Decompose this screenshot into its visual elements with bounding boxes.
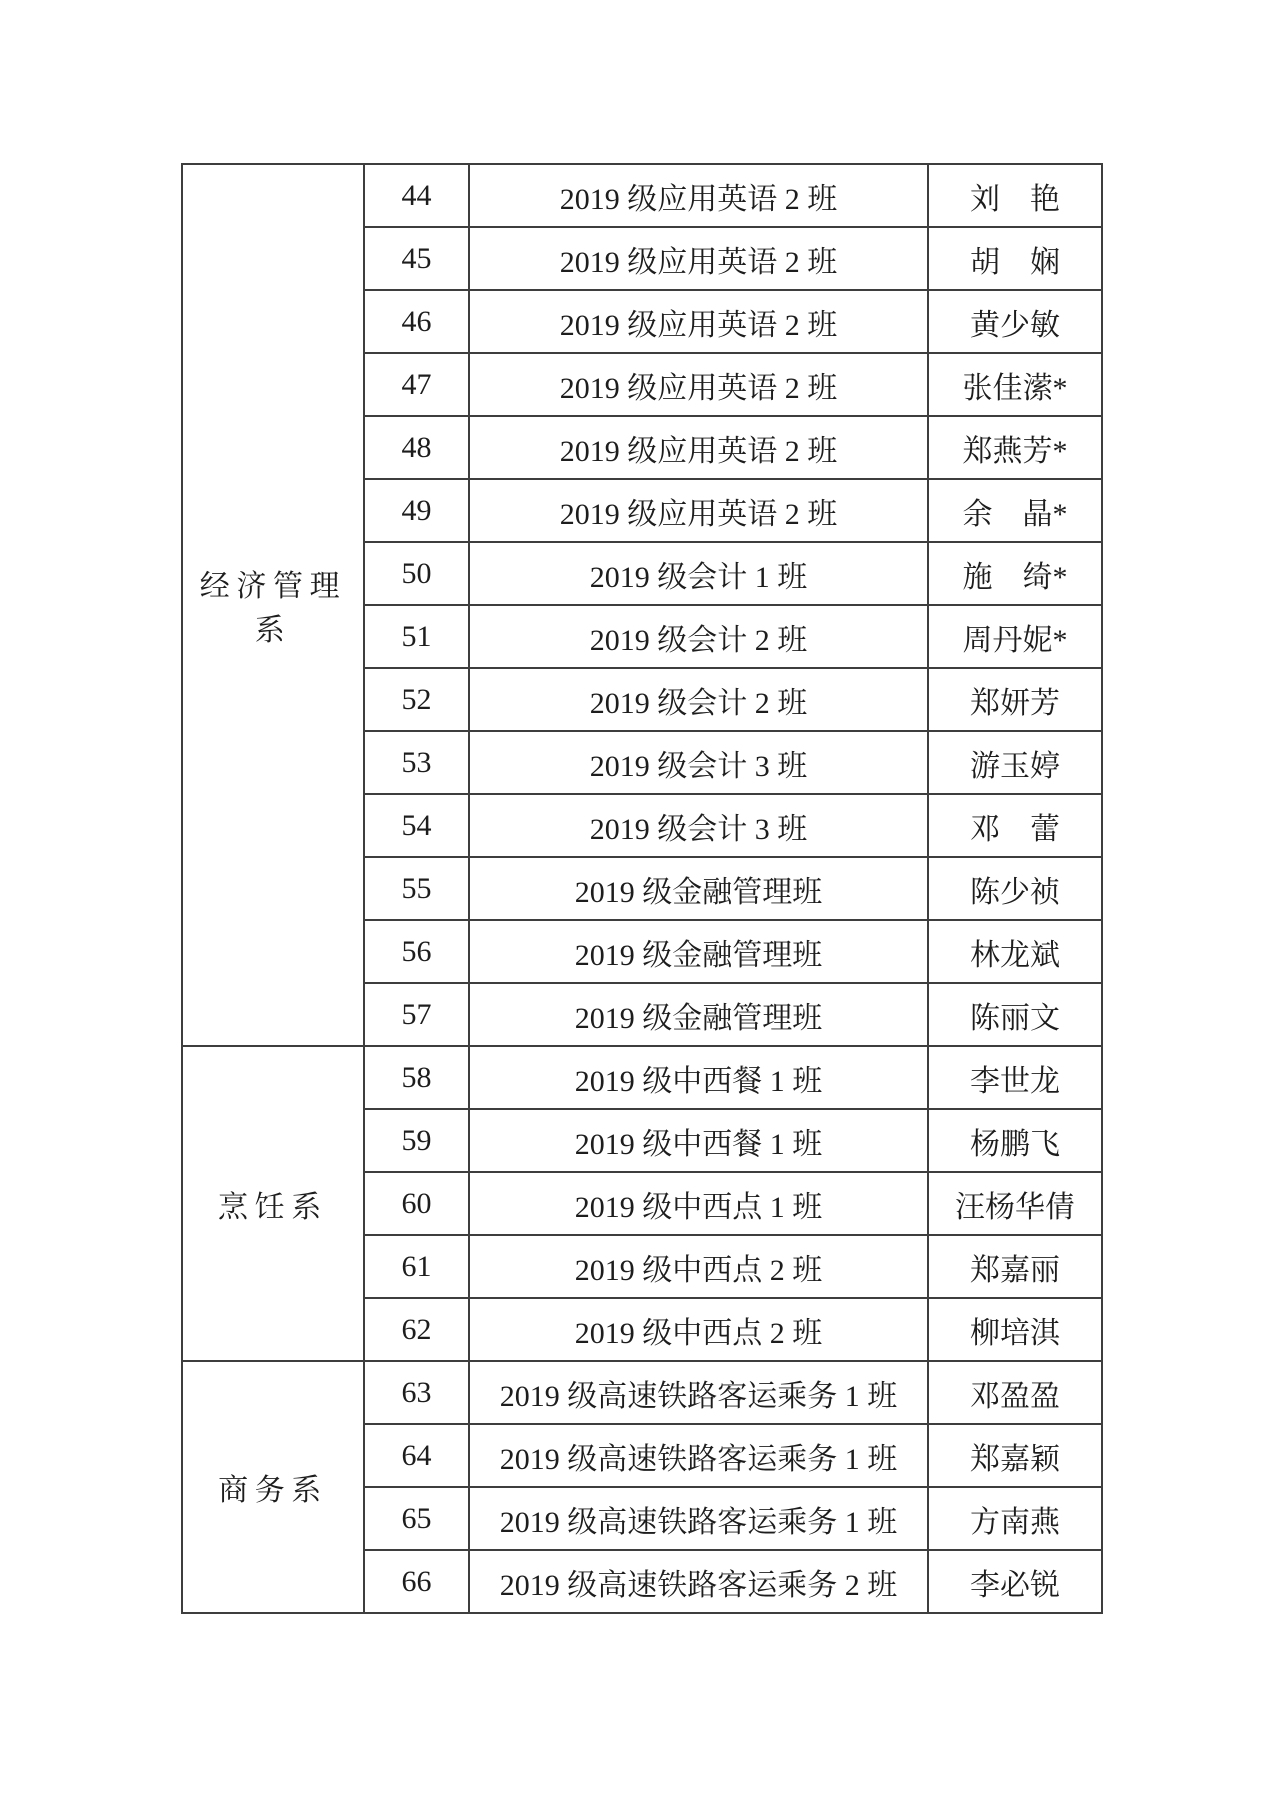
student-name-cell: 施 绮* xyxy=(928,542,1102,605)
serial-number-cell: 55 xyxy=(364,857,469,920)
serial-number-cell: 50 xyxy=(364,542,469,605)
class-name-cell: 2019 级中西点 2 班 xyxy=(469,1235,928,1298)
student-name-cell: 邓盈盈 xyxy=(928,1361,1102,1424)
class-name-cell: 2019 级金融管理班 xyxy=(469,983,928,1046)
student-name-cell: 陈少祯 xyxy=(928,857,1102,920)
student-name-cell: 周丹妮* xyxy=(928,605,1102,668)
serial-number-cell: 45 xyxy=(364,227,469,290)
class-name-cell: 2019 级应用英语 2 班 xyxy=(469,479,928,542)
department-cell: 商务系 xyxy=(182,1361,364,1613)
serial-number-cell: 59 xyxy=(364,1109,469,1172)
student-name-cell: 柳培淇 xyxy=(928,1298,1102,1361)
student-name-cell: 邓 蕾 xyxy=(928,794,1102,857)
student-name-cell: 郑妍芳 xyxy=(928,668,1102,731)
student-name-cell: 余 晶* xyxy=(928,479,1102,542)
serial-number-cell: 60 xyxy=(364,1172,469,1235)
serial-number-cell: 57 xyxy=(364,983,469,1046)
class-name-cell: 2019 级高速铁路客运乘务 1 班 xyxy=(469,1424,928,1487)
student-name-cell: 游玉婷 xyxy=(928,731,1102,794)
class-name-cell: 2019 级金融管理班 xyxy=(469,857,928,920)
class-name-cell: 2019 级应用英语 2 班 xyxy=(469,164,928,227)
class-name-cell: 2019 级会计 1 班 xyxy=(469,542,928,605)
table-row xyxy=(182,164,1102,227)
serial-number-cell: 49 xyxy=(364,479,469,542)
table-row xyxy=(182,1361,1102,1424)
student-name-cell: 方南燕 xyxy=(928,1487,1102,1550)
serial-number-cell: 58 xyxy=(364,1046,469,1109)
student-name-cell: 李必锐 xyxy=(928,1550,1102,1613)
class-name-cell: 2019 级应用英语 2 班 xyxy=(469,227,928,290)
department-cell: 烹饪系 xyxy=(182,1046,364,1361)
class-name-cell: 2019 级高速铁路客运乘务 1 班 xyxy=(469,1361,928,1424)
class-name-cell: 2019 级高速铁路客运乘务 1 班 xyxy=(469,1487,928,1550)
student-name-cell: 汪杨华倩 xyxy=(928,1172,1102,1235)
class-name-cell: 2019 级中西餐 1 班 xyxy=(469,1109,928,1172)
student-name-cell: 林龙斌 xyxy=(928,920,1102,983)
table-row xyxy=(182,1046,1102,1109)
student-name-cell: 胡 娴 xyxy=(928,227,1102,290)
class-name-cell: 2019 级应用英语 2 班 xyxy=(469,416,928,479)
serial-number-cell: 48 xyxy=(364,416,469,479)
class-name-cell: 2019 级中西点 2 班 xyxy=(469,1298,928,1361)
class-name-cell: 2019 级中西餐 1 班 xyxy=(469,1046,928,1109)
student-name-cell: 李世龙 xyxy=(928,1046,1102,1109)
serial-number-cell: 62 xyxy=(364,1298,469,1361)
class-name-cell: 2019 级会计 3 班 xyxy=(469,731,928,794)
serial-number-cell: 61 xyxy=(364,1235,469,1298)
student-name-cell: 黄少敏 xyxy=(928,290,1102,353)
student-name-cell: 张佳潆* xyxy=(928,353,1102,416)
class-name-cell: 2019 级会计 3 班 xyxy=(469,794,928,857)
student-name-cell: 郑嘉颖 xyxy=(928,1424,1102,1487)
class-name-cell: 2019 级应用英语 2 班 xyxy=(469,353,928,416)
class-name-cell: 2019 级会计 2 班 xyxy=(469,668,928,731)
class-name-cell: 2019 级应用英语 2 班 xyxy=(469,290,928,353)
student-name-cell: 刘 艳 xyxy=(928,164,1102,227)
class-name-cell: 2019 级中西点 1 班 xyxy=(469,1172,928,1235)
serial-number-cell: 64 xyxy=(364,1424,469,1487)
student-roster-table xyxy=(181,163,1103,1614)
class-name-cell: 2019 级高速铁路客运乘务 2 班 xyxy=(469,1550,928,1613)
student-name-cell: 陈丽文 xyxy=(928,983,1102,1046)
serial-number-cell: 44 xyxy=(364,164,469,227)
serial-number-cell: 47 xyxy=(364,353,469,416)
serial-number-cell: 54 xyxy=(364,794,469,857)
serial-number-cell: 66 xyxy=(364,1550,469,1613)
serial-number-cell: 65 xyxy=(364,1487,469,1550)
serial-number-cell: 46 xyxy=(364,290,469,353)
student-name-cell: 郑嘉丽 xyxy=(928,1235,1102,1298)
serial-number-cell: 53 xyxy=(364,731,469,794)
serial-number-cell: 63 xyxy=(364,1361,469,1424)
serial-number-cell: 56 xyxy=(364,920,469,983)
serial-number-cell: 51 xyxy=(364,605,469,668)
student-name-cell: 杨鹏飞 xyxy=(928,1109,1102,1172)
class-name-cell: 2019 级金融管理班 xyxy=(469,920,928,983)
student-name-cell: 郑燕芳* xyxy=(928,416,1102,479)
serial-number-cell: 52 xyxy=(364,668,469,731)
department-cell: 经济管理系 xyxy=(182,164,364,1046)
class-name-cell: 2019 级会计 2 班 xyxy=(469,605,928,668)
